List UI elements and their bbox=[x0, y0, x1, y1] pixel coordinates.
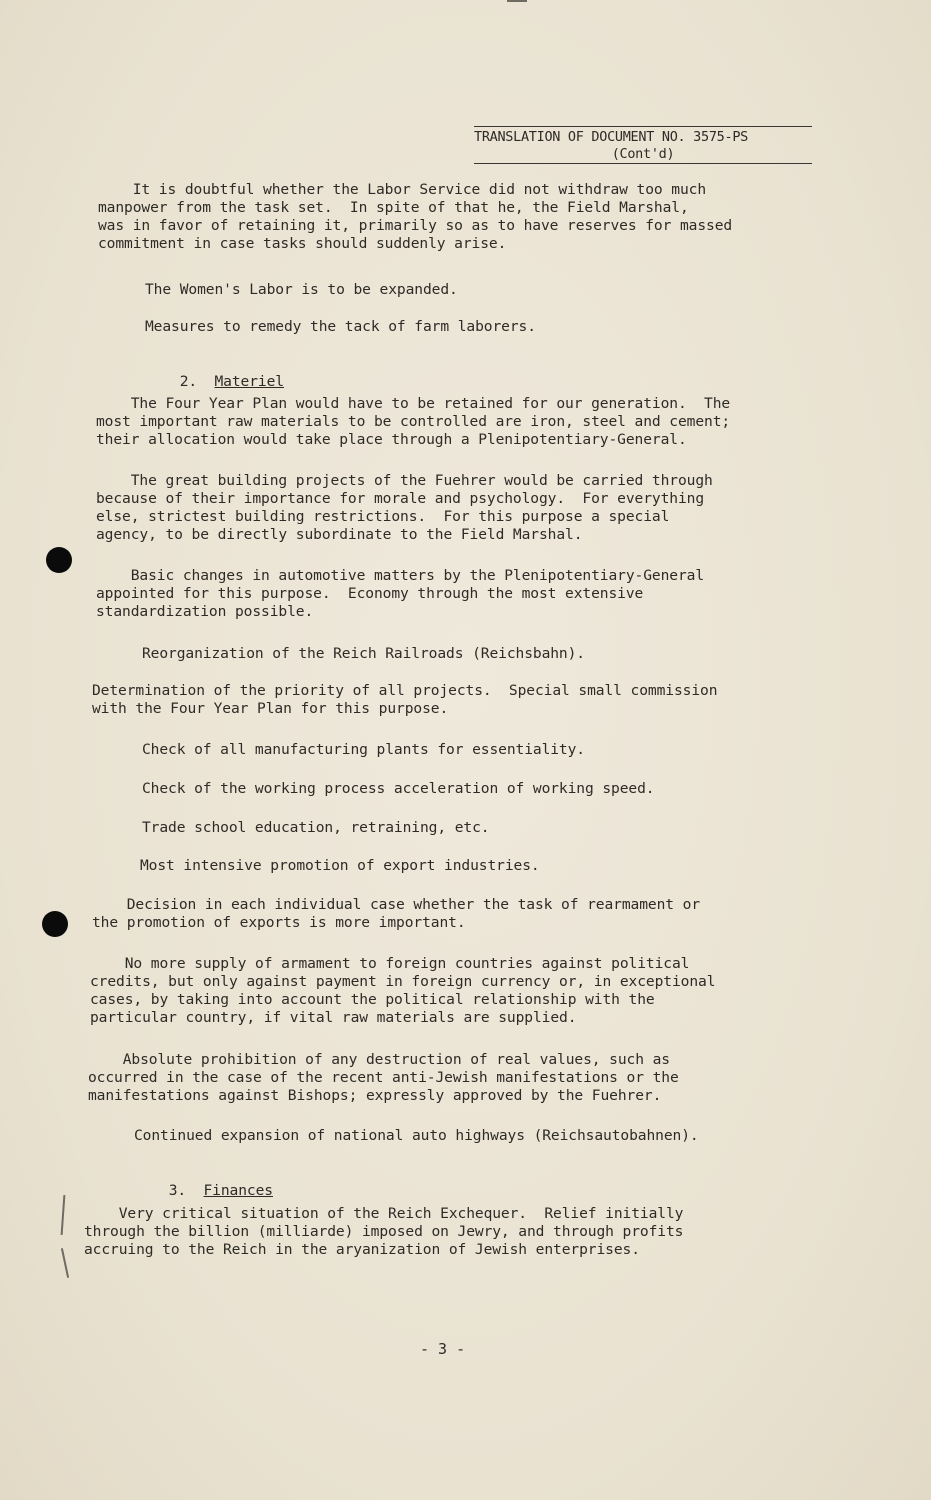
punch-hole bbox=[42, 911, 68, 937]
page-number: - 3 - bbox=[420, 1340, 466, 1358]
paragraph-womens-labor: The Women's Labor is to be expanded. bbox=[145, 281, 458, 298]
section-number: 2. bbox=[179, 373, 198, 390]
paragraph-armament-supply: No more supply of armament to foreign countries against political credits, but only against payment in foreign currency or, in exceptional cases, by taking into account the political relationship with the particular country, if vital raw materials are supplied. bbox=[90, 955, 716, 1026]
paragraph-manufacturing-check: Check of all manufacturing plants for essentiality. bbox=[142, 741, 585, 758]
top-edge-mark bbox=[507, 0, 527, 2]
document-title: TRANSLATION OF DOCUMENT NO. 3575-PS bbox=[474, 129, 748, 145]
paragraph-export-promotion: Most intensive promotion of export industries. bbox=[140, 857, 540, 874]
paragraph-working-process: Check of the working process acceleration of working speed. bbox=[142, 780, 655, 797]
pencil-mark bbox=[61, 1248, 69, 1278]
section-title: Materiel bbox=[214, 373, 284, 390]
section-title: Finances bbox=[203, 1182, 273, 1199]
paragraph-exchequer: Very critical situation of the Reich Exchequer. Relief initially through the billion (milliarde) imposed on Jewry, and through profits accruing to the Reich in the aryanization of Jewish enterprises. bbox=[84, 1205, 684, 1258]
punch-hole bbox=[46, 547, 72, 573]
paragraph-priority: Determination of the priority of all projects. Special small commission with the Four Year Plan for this purpose. bbox=[92, 682, 718, 717]
paragraph-prohibition: Absolute prohibition of any destruction of real values, such as occurred in the case of the recent anti-Jewish manifestations or the manifestations against Bishops; expressly approved by the Fuehrer. bbox=[88, 1051, 679, 1104]
pencil-mark bbox=[61, 1195, 66, 1235]
paragraph-building-projects: The great building projects of the Fuehrer would be carried through because of their importance for morale and psychology. For everything else, strictest building restrictions. For this purpose a special agency, to be directly subordinate to the Field Marshal. bbox=[96, 472, 713, 543]
paragraph-autobahnen: Continued expansion of national auto highways (Reichsautobahnen). bbox=[134, 1127, 699, 1144]
paragraph-automotive: Basic changes in automotive matters by the Plenipotentiary-General appointed for this purpose. Economy through the most extensive standardization possible. bbox=[96, 567, 705, 620]
document-header bbox=[474, 126, 812, 164]
paragraph-four-year-plan: The Four Year Plan would have to be retained for our generation. The most important raw materials to be controlled are iron, steel and cement; their allocation would take place through a Plenipotentiary-General. bbox=[96, 395, 731, 448]
continued-label: (Cont'd) bbox=[474, 146, 812, 164]
paragraph-railroads: Reorganization of the Reich Railroads (Reichsbahn). bbox=[142, 645, 585, 662]
section-number: 3. bbox=[168, 1182, 187, 1199]
paragraph-rearmament-decision: Decision in each individual case whether the task of rearmament or the promotion of exports is more important. bbox=[92, 896, 701, 931]
paragraph-trade-school: Trade school education, retraining, etc. bbox=[142, 819, 490, 836]
paragraph-labor-service: It is doubtful whether the Labor Service did not withdraw too much manpower from the task set. In spite of that he, the Field Marshal, was in favor of retaining it, primarily so as to have reserves for massed commitment in case tasks should suddenly arise. bbox=[98, 181, 733, 252]
paragraph-farm-laborers: Measures to remedy the tack of farm laborers. bbox=[145, 318, 536, 335]
